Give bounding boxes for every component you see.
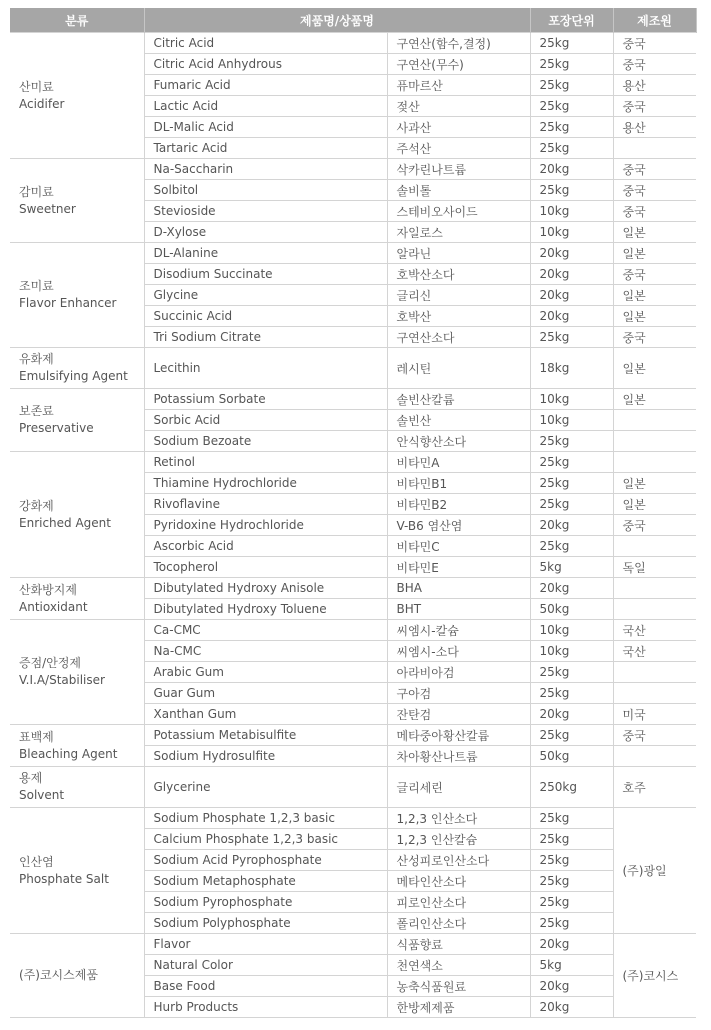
product-name: Base Food (144, 976, 387, 997)
header-product-name: 제품명/상품명 (144, 8, 530, 33)
packing-unit: 5kg (530, 955, 613, 976)
manufacturer (613, 662, 696, 683)
product-korean-name: 비타민B2 (387, 494, 530, 515)
category-cell (10, 389, 144, 452)
table-row (10, 452, 696, 473)
product-korean-name: 비타민A (387, 452, 530, 473)
product-korean-name: 천연색소 (387, 955, 530, 976)
category-name-ko: 표백제 (19, 729, 54, 744)
product-korean-name: 호박산소다 (387, 264, 530, 285)
category-name-ko: 보존료 (19, 404, 54, 418)
manufacturer: 중국 (613, 180, 696, 201)
product-korean-name: 호박산 (387, 306, 530, 327)
product-name: Guar Gum (144, 683, 387, 704)
product-korean-name: BHT (387, 599, 530, 620)
product-table (10, 8, 697, 1018)
product-name: Tri Sodium Citrate (144, 327, 387, 348)
product-name: Sodium Pyrophosphate (144, 892, 387, 913)
product-korean-name: 폴리인산소다 (387, 913, 530, 934)
packing-unit: 20kg (530, 997, 613, 1018)
packing-unit: 10kg (530, 389, 613, 410)
category-cell (10, 725, 144, 767)
category-name-ko: 산화방지제 (19, 582, 77, 597)
manufacturer: 중국 (613, 33, 696, 54)
manufacturer: 중국 (613, 159, 696, 180)
product-korean-name: 구연산소다 (387, 327, 530, 348)
category-cell (10, 578, 144, 620)
header-packing-unit: 포장단위 (530, 8, 613, 33)
manufacturer: 일본 (613, 494, 696, 515)
packing-unit: 25kg (530, 494, 613, 515)
packing-unit: 20kg (530, 934, 613, 955)
packing-unit: 25kg (530, 117, 613, 138)
product-name: Ascorbic Acid (144, 536, 387, 557)
packing-unit: 25kg (530, 662, 613, 683)
manufacturer: 일본 (613, 243, 696, 264)
manufacturer (613, 578, 696, 599)
product-korean-name: 구아검 (387, 683, 530, 704)
manufacturer (613, 599, 696, 620)
product-name: Sodium Hydrosulfite (144, 746, 387, 767)
table-row (10, 934, 696, 955)
packing-unit: 10kg (530, 410, 613, 431)
product-korean-name: 비타민C (387, 536, 530, 557)
product-name: Xanthan Gum (144, 704, 387, 725)
product-korean-name: 산성피로인산소다 (387, 850, 530, 871)
product-korean-name: 구연산(함수,결정) (387, 33, 530, 54)
product-name: Pyridoxine Hydrochloride (144, 515, 387, 536)
packing-unit: 20kg (530, 704, 613, 725)
category-cell (10, 33, 144, 159)
packing-unit: 25kg (530, 850, 613, 871)
product-name: Solbitol (144, 180, 387, 201)
manufacturer: 호주 (613, 767, 696, 808)
product-korean-name: 알라닌 (387, 243, 530, 264)
product-name: Dibutylated Hydroxy Anisole (144, 578, 387, 599)
product-name: Stevioside (144, 201, 387, 222)
packing-unit: 50kg (530, 599, 613, 620)
category-cell (10, 934, 144, 1018)
manufacturer: 중국 (613, 327, 696, 348)
manufacturer: 일본 (613, 389, 696, 410)
packing-unit: 25kg (530, 808, 613, 829)
packing-unit: 18kg (530, 348, 613, 389)
product-name: Potassium Sorbate (144, 389, 387, 410)
product-korean-name: 구연산(무수) (387, 54, 530, 75)
category-name-ko: (주)코시스제품 (19, 968, 98, 982)
packing-unit: 25kg (530, 829, 613, 850)
product-korean-name: 자일로스 (387, 222, 530, 243)
packing-unit: 20kg (530, 578, 613, 599)
product-korean-name: 메타인산소다 (387, 871, 530, 892)
manufacturer: (주)코시스 (613, 934, 696, 1018)
product-korean-name: 스테비오사이드 (387, 201, 530, 222)
manufacturer: 중국 (613, 725, 696, 746)
packing-unit: 25kg (530, 683, 613, 704)
product-name: Potassium Metabisulfite (144, 725, 387, 746)
manufacturer: 용산 (613, 117, 696, 138)
manufacturer: 중국 (613, 96, 696, 117)
table-row (10, 159, 696, 180)
product-korean-name: 퓨마르산 (387, 75, 530, 96)
manufacturer: 중국 (613, 264, 696, 285)
product-name: Tocopherol (144, 557, 387, 578)
packing-unit: 50kg (530, 746, 613, 767)
category-name-en: Preservative (19, 421, 94, 435)
category-name-en: Solvent (19, 788, 65, 802)
product-name: Glycerine (144, 767, 387, 808)
table-row (10, 348, 696, 389)
manufacturer: 일본 (613, 348, 696, 389)
product-name: Sodium Metaphosphate (144, 871, 387, 892)
product-name: Sodium Bezoate (144, 431, 387, 452)
product-korean-name: 씨엠시-소다 (387, 641, 530, 662)
packing-unit: 25kg (530, 96, 613, 117)
product-name: DL-Alanine (144, 243, 387, 264)
manufacturer: 미국 (613, 704, 696, 725)
product-name: Tartaric Acid (144, 138, 387, 159)
packing-unit: 25kg (530, 892, 613, 913)
product-korean-name: 솔빈산 (387, 410, 530, 431)
manufacturer: 일본 (613, 306, 696, 327)
packing-unit: 25kg (530, 871, 613, 892)
product-korean-name: 잔탄검 (387, 704, 530, 725)
product-name: Disodium Succinate (144, 264, 387, 285)
packing-unit: 25kg (530, 913, 613, 934)
product-name: Ca-CMC (144, 620, 387, 641)
product-name: Sorbic Acid (144, 410, 387, 431)
manufacturer: 중국 (613, 54, 696, 75)
packing-unit: 25kg (530, 452, 613, 473)
product-korean-name: 식품향료 (387, 934, 530, 955)
category-name-ko: 용제 (19, 771, 43, 785)
packing-unit: 20kg (530, 306, 613, 327)
manufacturer: 독일 (613, 557, 696, 578)
product-korean-name: 글리세린 (387, 767, 530, 808)
product-korean-name: 솔빈산칼륨 (387, 389, 530, 410)
category-name-ko: 감미료 (19, 184, 54, 199)
header-row (10, 8, 696, 33)
packing-unit: 10kg (530, 201, 613, 222)
product-korean-name: 1,2,3 인산소다 (387, 808, 530, 829)
category-cell (10, 452, 144, 578)
product-name: Flavor (144, 934, 387, 955)
product-korean-name: 한방제제품 (387, 997, 530, 1018)
product-name: Thiamine Hydrochloride (144, 473, 387, 494)
product-name: Lecithin (144, 348, 387, 389)
packing-unit: 10kg (530, 620, 613, 641)
product-korean-name: 레시틴 (387, 348, 530, 389)
product-name: Natural Color (144, 955, 387, 976)
category-name-ko: 강화제 (19, 498, 54, 513)
product-name: Hurb Products (144, 997, 387, 1018)
manufacturer: (주)광일 (613, 808, 696, 934)
product-korean-name: 젖산 (387, 96, 530, 117)
product-korean-name: 비타민B1 (387, 473, 530, 494)
product-korean-name: 아라비아검 (387, 662, 530, 683)
manufacturer (613, 138, 696, 159)
category-name-en: V.I.A/Stabiliser (19, 673, 105, 687)
packing-unit: 20kg (530, 159, 613, 180)
packing-unit: 25kg (530, 75, 613, 96)
product-korean-name: 주석산 (387, 138, 530, 159)
manufacturer: 국산 (613, 620, 696, 641)
product-korean-name: 차아황산나트륨 (387, 746, 530, 767)
packing-unit: 20kg (530, 264, 613, 285)
table-row (10, 243, 696, 264)
manufacturer (613, 683, 696, 704)
product-korean-name: 비타민E (387, 557, 530, 578)
product-name: Retinol (144, 452, 387, 473)
product-korean-name: 피로인산소다 (387, 892, 530, 913)
header-manufacturer: 제조원 (613, 8, 696, 33)
product-name: Sodium Acid Pyrophosphate (144, 850, 387, 871)
packing-unit: 25kg (530, 54, 613, 75)
product-korean-name: 삭카린나트륨 (387, 159, 530, 180)
manufacturer: 국산 (613, 641, 696, 662)
product-name: Dibutylated Hydroxy Toluene (144, 599, 387, 620)
product-name: Lactic Acid (144, 96, 387, 117)
packing-unit: 25kg (530, 33, 613, 54)
manufacturer: 일본 (613, 285, 696, 306)
manufacturer (613, 431, 696, 452)
manufacturer: 용산 (613, 75, 696, 96)
product-korean-name: 농축식품원료 (387, 976, 530, 997)
category-name-ko: 증점/안정제 (19, 656, 82, 670)
product-name: Sodium Polyphosphate (144, 913, 387, 934)
manufacturer: 일본 (613, 222, 696, 243)
packing-unit: 25kg (530, 327, 613, 348)
packing-unit: 20kg (530, 976, 613, 997)
packing-unit: 20kg (530, 243, 613, 264)
product-korean-name: V-B6 염산염 (387, 515, 530, 536)
manufacturer (613, 452, 696, 473)
product-name: Arabic Gum (144, 662, 387, 683)
product-korean-name: 글리신 (387, 285, 530, 306)
product-name: D-Xylose (144, 222, 387, 243)
product-name: Citric Acid Anhydrous (144, 54, 387, 75)
manufacturer (613, 746, 696, 767)
manufacturer: 중국 (613, 201, 696, 222)
product-name: Rivoflavine (144, 494, 387, 515)
packing-unit: 25kg (530, 180, 613, 201)
product-name: Glycine (144, 285, 387, 306)
product-korean-name: 솔비톨 (387, 180, 530, 201)
product-name: Succinic Acid (144, 306, 387, 327)
packing-unit: 250kg (530, 767, 613, 808)
manufacturer: 중국 (613, 515, 696, 536)
table-row (10, 808, 696, 829)
category-cell (10, 348, 144, 389)
category-name-en: Acidifer (19, 96, 65, 111)
category-cell (10, 243, 144, 348)
category-cell (10, 767, 144, 808)
table-row (10, 767, 696, 808)
product-name: Na-Saccharin (144, 159, 387, 180)
packing-unit: 25kg (530, 473, 613, 494)
category-name-en: Phosphate Salt (19, 871, 109, 886)
product-korean-name: 메타중아황산칼륨 (387, 725, 530, 746)
category-name-ko: 산미료 (19, 79, 54, 94)
product-name: Sodium Phosphate 1,2,3 basic (144, 808, 387, 829)
manufacturer: 일본 (613, 473, 696, 494)
packing-unit: 10kg (530, 222, 613, 243)
table-row (10, 725, 696, 746)
product-name: Fumaric Acid (144, 75, 387, 96)
packing-unit: 20kg (530, 515, 613, 536)
category-name-en: Flavor Enhancer (19, 296, 117, 310)
table-row (10, 33, 696, 54)
table-body (10, 33, 696, 1018)
product-korean-name: 안식향산소다 (387, 431, 530, 452)
table-row (10, 620, 696, 641)
category-name-ko: 유화제 (19, 352, 54, 366)
category-name-en: Antioxidant (19, 599, 88, 614)
product-name: DL-Malic Acid (144, 117, 387, 138)
category-name-ko: 인산염 (19, 854, 54, 869)
category-cell (10, 159, 144, 243)
category-cell (10, 808, 144, 934)
packing-unit: 25kg (530, 536, 613, 557)
category-name-en: Emulsifying Agent (19, 369, 128, 383)
manufacturer (613, 536, 696, 557)
category-name-en: Enriched Agent (19, 515, 111, 530)
packing-unit: 10kg (530, 641, 613, 662)
table-row (10, 578, 696, 599)
packing-unit: 25kg (530, 725, 613, 746)
header-category: 분류 (10, 8, 144, 33)
category-name-en: Bleaching Agent (19, 746, 118, 761)
packing-unit: 25kg (530, 431, 613, 452)
product-name: Citric Acid (144, 33, 387, 54)
table-row (10, 389, 696, 410)
packing-unit: 5kg (530, 557, 613, 578)
category-cell (10, 620, 144, 725)
product-korean-name: 사과산 (387, 117, 530, 138)
product-korean-name: 씨엠시-칼슘 (387, 620, 530, 641)
packing-unit: 20kg (530, 285, 613, 306)
category-name-ko: 조미료 (19, 279, 54, 293)
product-korean-name: 1,2,3 인산칼슘 (387, 829, 530, 850)
packing-unit: 25kg (530, 138, 613, 159)
manufacturer (613, 410, 696, 431)
product-name: Na-CMC (144, 641, 387, 662)
product-korean-name: BHA (387, 578, 530, 599)
product-name: Calcium Phosphate 1,2,3 basic (144, 829, 387, 850)
category-name-en: Sweetner (19, 201, 76, 216)
